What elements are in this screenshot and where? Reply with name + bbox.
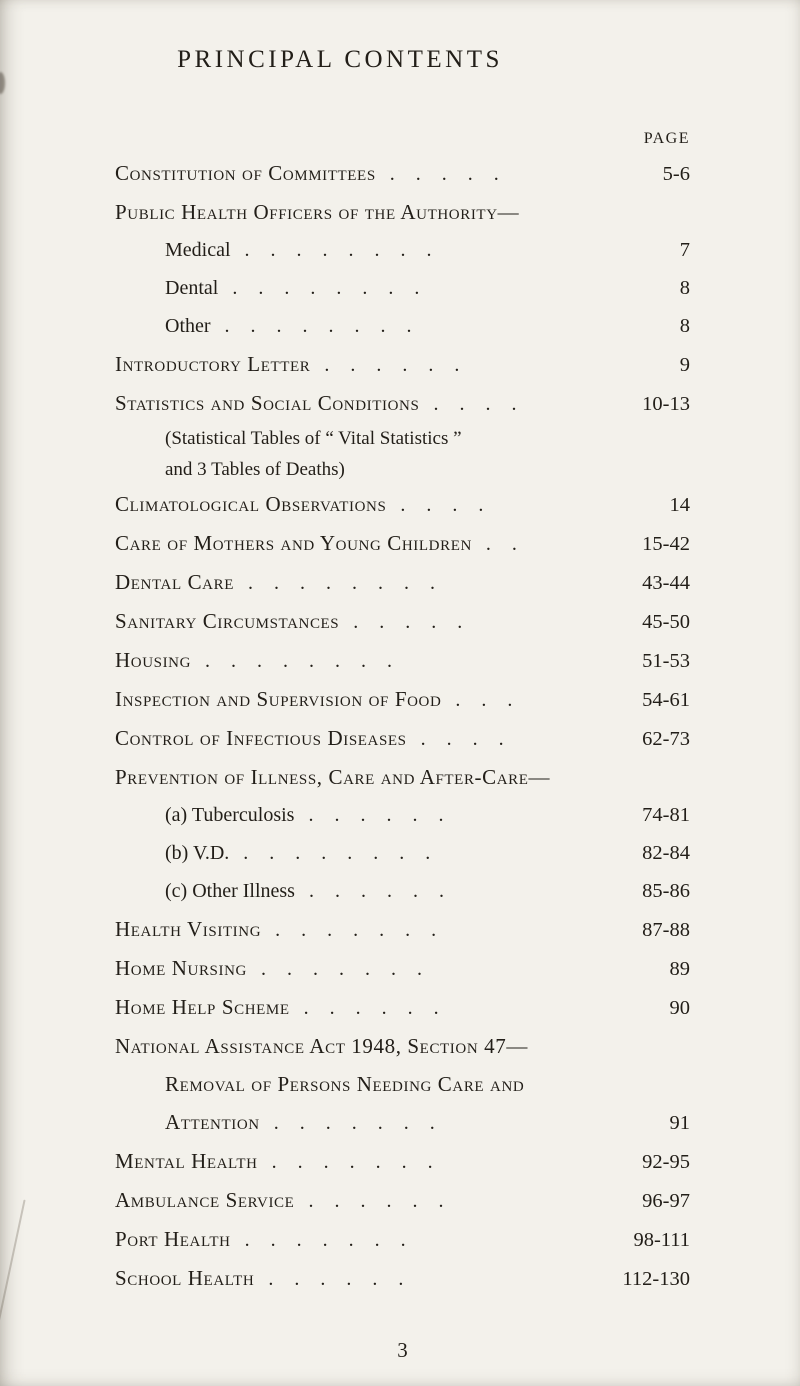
toc-entry-label: School Health: [115, 1266, 255, 1290]
toc-entry-label: Public Health Officers of the Authority—: [115, 200, 520, 224]
toc-entry-label: (c) Other Illness: [165, 880, 295, 902]
toc-entry: [115, 719, 690, 758]
toc-dot-leader: . . . . .: [389, 163, 507, 185]
toc-entry-page: 8: [679, 277, 690, 299]
toc-entry-label: Constitution of Committees: [115, 161, 376, 185]
toc-dot-leader: . . . . . .: [324, 354, 468, 376]
table-of-contents: [115, 154, 690, 1298]
toc-entry-label: Removal of Persons Needing Care and: [165, 1072, 525, 1096]
toc-entry: [115, 1142, 690, 1181]
toc-entry: [115, 949, 690, 988]
toc-entry-label: Health Visiting: [115, 917, 262, 941]
page-title: PRINCIPAL CONTENTS: [177, 46, 503, 73]
toc-entry: [115, 834, 690, 872]
toc-dot-leader: . . . . . . .: [260, 958, 430, 980]
toc-entry-label: (b) V.D.: [165, 842, 230, 864]
toc-dot-leader: . . . .: [400, 494, 492, 516]
toc-entry-page: 82-84: [642, 842, 690, 864]
toc-entry-page: 91: [669, 1112, 690, 1134]
folio-page-number: 3: [397, 1338, 408, 1362]
toc-entry-label: Prevention of Illness, Care and After-Care—: [115, 765, 551, 789]
toc-entry-label: Inspection and Supervision of Food: [115, 687, 442, 711]
toc-entry: [115, 1220, 690, 1259]
toc-entry: [115, 423, 690, 454]
toc-entry-page: 51-53: [642, 650, 690, 672]
toc-entry: [115, 485, 690, 524]
toc-entry-page: 5-6: [662, 163, 690, 185]
toc-entry: [115, 384, 690, 423]
toc-entry-label: (Statistical Tables of “ Vital Statistics ”: [165, 428, 462, 449]
toc-entry-label: Medical: [165, 239, 231, 261]
toc-entry: [115, 563, 690, 602]
toc-entry: [115, 910, 690, 949]
toc-entry-page: 62-73: [642, 728, 690, 750]
toc-dot-leader: . . . . . .: [303, 997, 447, 1019]
scan-scratch-artifact: [0, 1200, 26, 1357]
toc-dot-leader: . . . . . . . .: [205, 650, 401, 672]
toc-entry-page: 90: [669, 997, 690, 1019]
toc-entry-page: 54-61: [642, 689, 690, 711]
toc-entry-label: Mental Health: [115, 1149, 258, 1173]
toc-entry-label: Home Help Scheme: [115, 995, 290, 1019]
toc-entry-page: 14: [669, 494, 690, 516]
scan-edge-artifact: [0, 72, 5, 94]
toc-dot-leader: . . .: [455, 689, 521, 711]
toc-entry-label: Statistics and Social Conditions: [115, 391, 420, 415]
toc-entry-page: 74-81: [642, 804, 690, 826]
toc-entry-page: 96-97: [642, 1190, 690, 1212]
toc-entry-label: Other: [165, 315, 211, 337]
toc-entry-page: 87-88: [642, 919, 690, 941]
toc-dot-leader: . . . .: [420, 728, 512, 750]
toc-dot-leader: . . . . . . . .: [232, 277, 428, 299]
toc-entry-page: 10-13: [642, 393, 690, 415]
toc-entry-label: Control of Infectious Diseases: [115, 726, 407, 750]
toc-dot-leader: . . . . . .: [268, 1268, 412, 1290]
toc-entry-label: Introductory Letter: [115, 352, 311, 376]
toc-entry: [115, 307, 690, 345]
toc-entry-label: and 3 Tables of Deaths): [165, 459, 345, 480]
toc-entry-page: 85-86: [642, 880, 690, 902]
toc-entry-label: National Assistance Act 1948, Section 47—: [115, 1034, 528, 1058]
toc-dot-leader: . . . . . .: [308, 880, 452, 902]
toc-entry: [115, 454, 690, 485]
page-column-header: PAGE: [643, 130, 690, 147]
toc-dot-leader: . . . . . . .: [271, 1151, 441, 1173]
toc-entry: [115, 524, 690, 563]
toc-dot-leader: . .: [485, 533, 525, 555]
toc-entry-page: 8: [679, 315, 690, 337]
toc-dot-leader: . . . . . .: [308, 1190, 452, 1212]
toc-entry-page: 7: [679, 239, 690, 261]
toc-entry-page: 43-44: [642, 572, 690, 594]
toc-entry-page: 98-111: [633, 1229, 690, 1251]
toc-entry-label: Home Nursing: [115, 956, 247, 980]
toc-entry: [115, 154, 690, 193]
toc-dot-leader: . . . . . .: [308, 804, 452, 826]
toc-dot-leader: . . . . . . .: [244, 1229, 414, 1251]
toc-entry-label: Housing: [115, 648, 192, 672]
toc-dot-leader: . . . . . . .: [275, 919, 445, 941]
toc-entry: [115, 680, 690, 719]
toc-entry-page: 112-130: [622, 1268, 690, 1290]
toc-entry: [115, 1181, 690, 1220]
toc-entry-label: Ambulance Service: [115, 1188, 295, 1212]
toc-entry-page: 92-95: [642, 1151, 690, 1173]
toc-entry: [115, 269, 690, 307]
toc-entry: [115, 796, 690, 834]
toc-entry: [115, 193, 690, 231]
toc-entry-label: Attention: [165, 1110, 260, 1134]
toc-entry-label: Dental: [165, 277, 219, 299]
toc-entry: [115, 988, 690, 1027]
toc-entry: [115, 345, 690, 384]
toc-entry: [115, 1103, 690, 1142]
toc-entry: [115, 1259, 690, 1298]
toc-entry-label: Climatological Observations: [115, 492, 387, 516]
toc-entry: [115, 1027, 690, 1065]
toc-dot-leader: . . . .: [433, 393, 525, 415]
toc-dot-leader: . . . . .: [353, 611, 471, 633]
toc-entry-label: Port Health: [115, 1227, 231, 1251]
toc-dot-leader: . . . . . . .: [273, 1112, 443, 1134]
toc-entry-label: Care of Mothers and Young Children: [115, 531, 472, 555]
toc-entry-page: 89: [669, 958, 690, 980]
toc-dot-leader: . . . . . . . .: [243, 842, 439, 864]
toc-entry-label: Dental Care: [115, 570, 234, 594]
toc-entry: [115, 1065, 690, 1103]
toc-entry: [115, 872, 690, 910]
toc-entry-label: Sanitary Circumstances: [115, 609, 340, 633]
toc-entry: [115, 758, 690, 796]
toc-entry: [115, 231, 690, 269]
toc-dot-leader: . . . . . . . .: [224, 315, 420, 337]
toc-dot-leader: . . . . . . . .: [247, 572, 443, 594]
toc-entry-page: 9: [679, 354, 690, 376]
toc-entry-label: (a) Tuberculosis: [165, 804, 295, 826]
toc-entry: [115, 641, 690, 680]
toc-entry-page: 45-50: [642, 611, 690, 633]
toc-entry-page: 15-42: [642, 533, 690, 555]
toc-entry: [115, 602, 690, 641]
toc-dot-leader: . . . . . . . .: [244, 239, 440, 261]
